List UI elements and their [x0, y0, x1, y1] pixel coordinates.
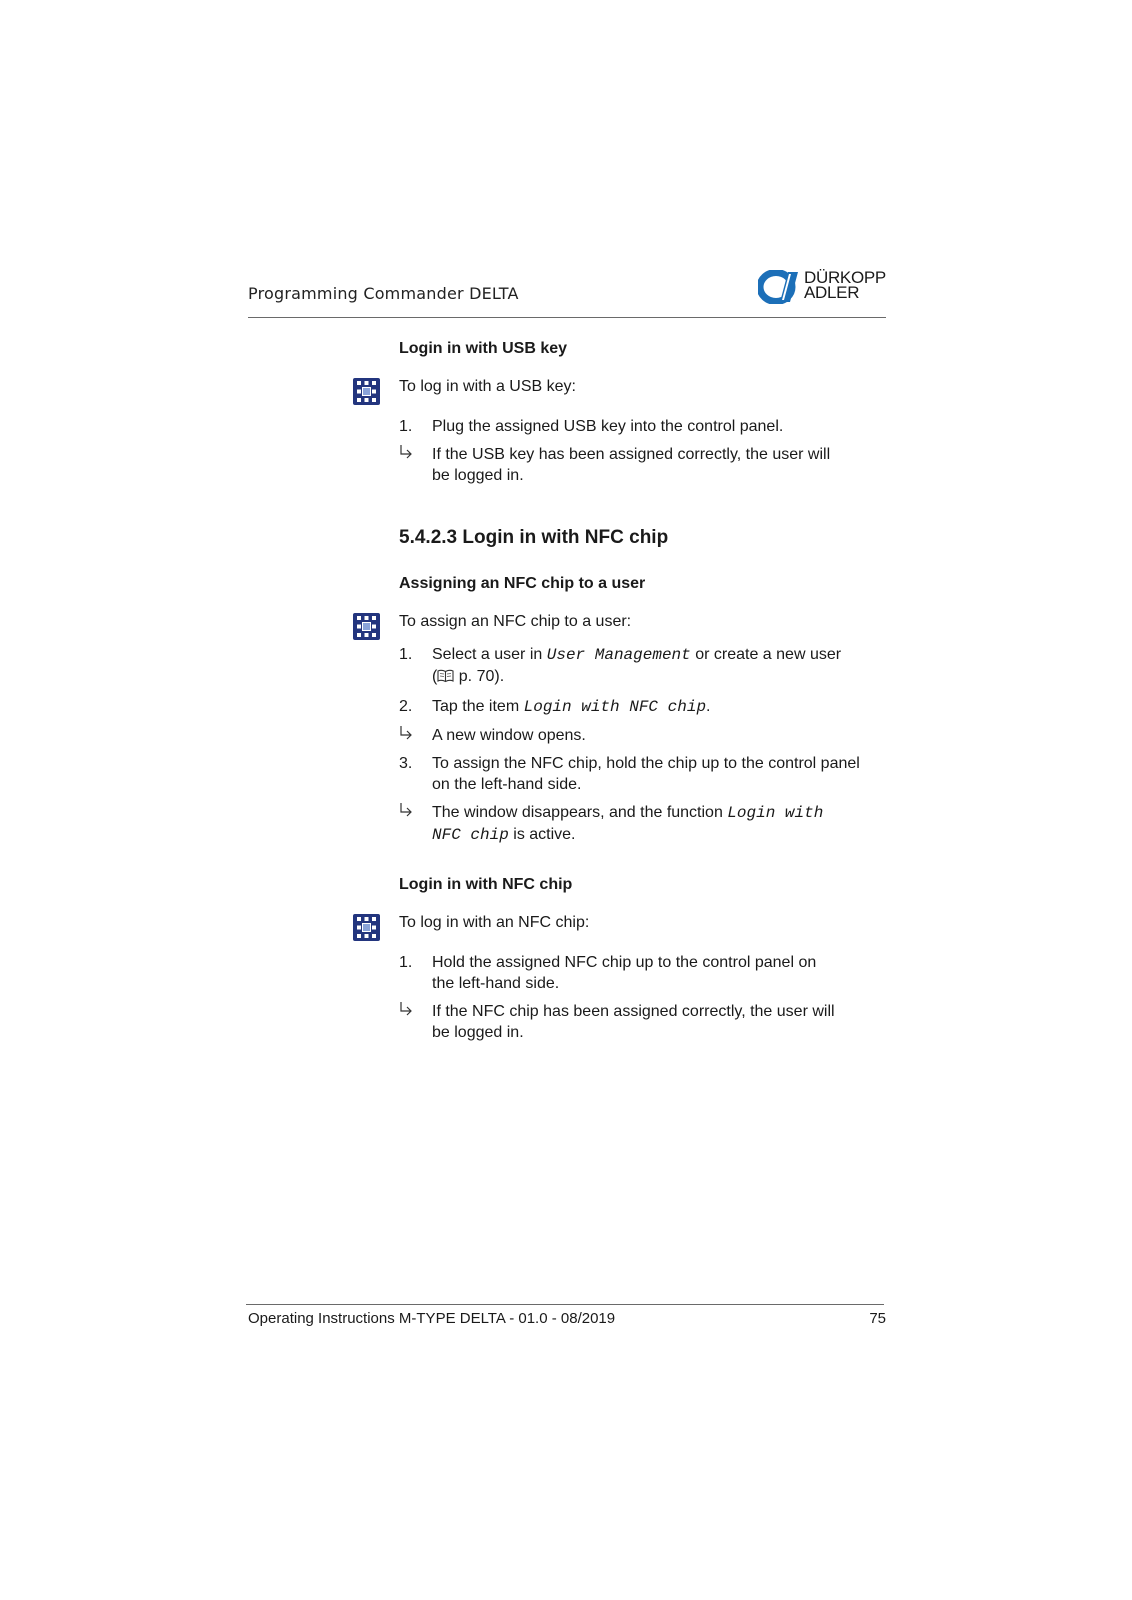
operator-instruction-icon [353, 613, 380, 640]
operator-instruction-icon [353, 914, 380, 941]
nfc-assign-result-2 [399, 802, 889, 846]
usb-result [399, 444, 889, 486]
nfc-assign-step-2 [399, 696, 889, 718]
login-with-function-ref: Login with [727, 804, 824, 822]
nfc-login-step-1-line-2: the left-hand side. [432, 975, 560, 992]
nfc-step-3-line-1: To assign the NFC chip, hold the chip up to the control panel [432, 755, 860, 772]
nfc-assign-heading: Assigning an NFC chip to a user [399, 575, 646, 592]
nfc-assign-step-3 [399, 753, 889, 795]
logo-line-1: DÜRKOPP [804, 268, 886, 287]
login-with-nfc-chip-item-ref: Login with NFC chip [523, 698, 707, 716]
nfc-chip-function-ref: NFC chip [432, 826, 509, 844]
nfc-login-step-1 [399, 952, 889, 994]
nfc-result-2-text-b: is active. [508, 826, 576, 843]
result-arrow-icon [399, 444, 413, 466]
nfc-result-2-text-a: The window disappears, and the function [432, 804, 728, 821]
page-number: 75 [869, 1310, 886, 1327]
result-arrow-icon [399, 802, 413, 824]
nfc-assign-result-1 [399, 725, 889, 746]
nfc-assign-intro [399, 611, 889, 632]
logo-line-2: ADLER [804, 283, 860, 302]
usb-result-line-1: If the USB key has been assigned correctly, the user will [432, 446, 831, 463]
usb-login-intro [399, 376, 889, 397]
user-management-menu-ref: User Management [546, 646, 691, 664]
page-content [399, 338, 889, 1043]
book-reference-icon [437, 668, 454, 689]
logo-wordmark [804, 270, 886, 300]
nfc-step-2-text-a: Tap the item [432, 698, 524, 715]
step-number: 2. [399, 698, 413, 715]
step-number: 1. [399, 418, 413, 435]
footer-divider [246, 1304, 884, 1305]
running-header-title: Programming Commander DELTA [248, 284, 519, 303]
footer-doc-info: Operating Instructions M-TYPE DELTA - 01.0 - 08/2019 [248, 1310, 616, 1327]
result-arrow-icon [399, 725, 413, 747]
nfc-login-step-1-line-1: Hold the assigned NFC chip up to the control panel on [432, 954, 817, 971]
nfc-login-result [399, 1001, 889, 1043]
nfc-section-heading: 5.4.2.3 Login in with NFC chip [399, 527, 669, 548]
step-number: 3. [399, 755, 413, 772]
nfc-login-result-line-1: If the NFC chip has been assigned correctly, the user will [432, 1003, 835, 1020]
result-arrow-icon [399, 1001, 413, 1023]
step-number: 1. [399, 954, 413, 971]
usb-login-intro-text: To log in with a USB key: [399, 378, 576, 395]
nfc-step-2-text-b: . [706, 698, 711, 715]
brand-logo [758, 270, 890, 304]
nfc-login-result-line-2: be logged in. [432, 1024, 524, 1041]
nfc-assign-intro-text: To assign an NFC chip to a user: [399, 613, 632, 630]
nfc-result-1-text: A new window opens. [432, 727, 586, 744]
step-number: 1. [399, 646, 413, 663]
usb-step-1-text: Plug the assigned USB key into the control panel. [432, 418, 784, 435]
nfc-login-intro-text: To log in with an NFC chip: [399, 914, 590, 931]
nfc-login-heading: Login in with NFC chip [399, 876, 573, 893]
usb-step-1 [399, 416, 889, 437]
page-ref-text[interactable]: p. 70). [454, 668, 505, 685]
nfc-step-1-text-a: Select a user in [432, 646, 547, 663]
nfc-assign-step-1 [399, 644, 889, 689]
operator-instruction-icon [353, 378, 380, 405]
ref-open-paren: ( [432, 668, 438, 685]
nfc-login-intro [399, 912, 889, 933]
header-divider [248, 317, 886, 318]
usb-login-heading: Login in with USB key [399, 340, 568, 357]
logo-mark-icon [758, 270, 802, 304]
usb-result-line-2: be logged in. [432, 467, 524, 484]
nfc-step-1-text-b: or create a new user [690, 646, 842, 663]
nfc-step-3-line-2: on the left-hand side. [432, 776, 582, 793]
